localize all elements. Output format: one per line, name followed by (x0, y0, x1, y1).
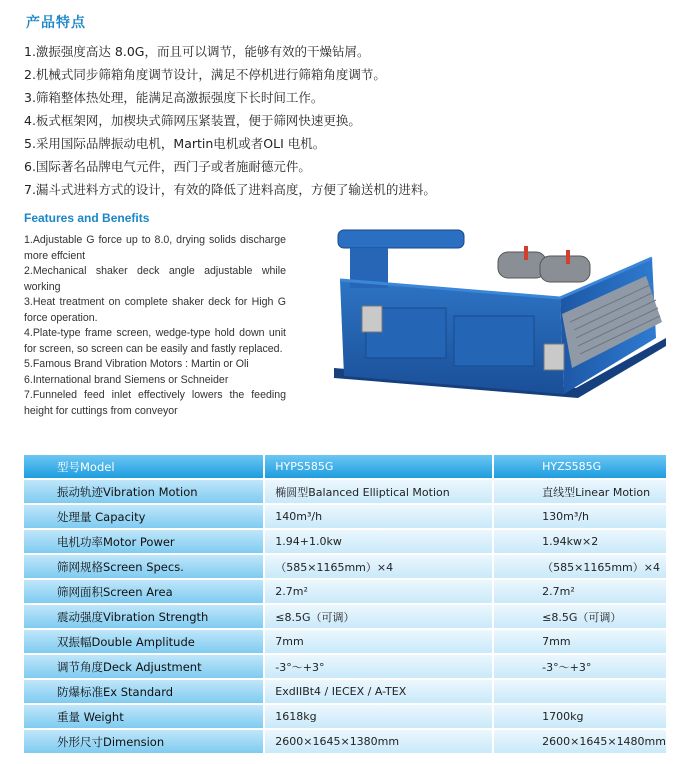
table-cell (494, 680, 666, 705)
table-cell: 2.7m² (265, 580, 494, 605)
table-row (24, 730, 666, 755)
chinese-features-list (24, 40, 436, 201)
chinese-features-title: 产品特点 (26, 15, 86, 31)
table-row (24, 580, 666, 605)
table-cell: 2.7m² (494, 580, 666, 605)
table-cell-label: 处理量 Capacity (24, 505, 265, 530)
table-header-cell: 型号Model (24, 455, 265, 480)
table-cell-label: 防爆标准Ex Standard (24, 680, 265, 705)
table-cell-label: 调节角度Deck Adjustment (24, 655, 265, 680)
table-header-cell: HYPS585G (265, 455, 494, 480)
table-cell: -3°～+3° (494, 655, 666, 680)
table-cell: （585×1165mm）×4 (494, 555, 666, 580)
table-cell-label: 筛网面积Screen Area (24, 580, 265, 605)
table-row (24, 630, 666, 655)
feed-pipe (338, 230, 464, 248)
table-header-cell: HYZS585G (494, 455, 666, 480)
table-cell-label: 重量 Weight (24, 705, 265, 730)
table-row (24, 680, 666, 705)
cn-feature-item: 6.国际著名品牌电气元件，西门子或者施耐德元件。 (24, 159, 311, 174)
specification-table (24, 455, 666, 755)
table-cell: ExdIIBt4 / IECEX / A-TEX (265, 680, 494, 705)
table-row (24, 605, 666, 630)
cn-feature-item: 3.筛箱整体热处理，能满足高激振强度下长时间工作。 (24, 90, 324, 105)
table-cell: 2600×1645×1480mm (494, 730, 666, 755)
table-cell-label: 震动强度Vibration Strength (24, 605, 265, 630)
cn-feature-item: 5.采用国际品牌振动电机，Martin电机或者OLI 电机。 (24, 136, 326, 151)
table-cell: 椭圆型Balanced Elliptical Motion (265, 480, 494, 505)
en-feature-item: 5.Famous Brand Vibration Motors : Martin or Oli (24, 358, 249, 370)
table-cell: 1618kg (265, 705, 494, 730)
front-panel (454, 316, 534, 366)
shale-shaker-image (326, 218, 671, 446)
table-row (24, 505, 666, 530)
table-row (24, 480, 666, 505)
spring-right (544, 344, 564, 370)
en-feature-item: 4.Plate-type frame screen, wedge-type hold down unit for screen, so screen can be easily and fastly replaced. (24, 327, 286, 355)
cn-feature-item: 2.机械式同步筛箱角度调节设计，满足不停机进行筛箱角度调节。 (24, 67, 386, 82)
table-row (24, 655, 666, 680)
vibration-motors (498, 246, 590, 282)
table-cell: 1700kg (494, 705, 666, 730)
table-row (24, 555, 666, 580)
en-feature-item: 6.International brand Siemens or Schneider (24, 373, 229, 386)
cn-feature-item: 1.激振强度高达 8.0G，而且可以调节，能够有效的干燥钻屑。 (24, 44, 370, 59)
table-header-row (24, 455, 666, 480)
table-cell: （585×1165mm）×4 (265, 555, 494, 580)
table-row (24, 705, 666, 730)
en-feature-item: 2.Mechanical shaker deck angle adjustable while working (24, 265, 286, 293)
table-cell-label: 电机功率Motor Power (24, 530, 265, 555)
table-cell: 直线型Linear Motion (494, 480, 666, 505)
table-cell: 2600×1645×1380mm (265, 730, 494, 755)
table-cell-label: 振动轨迹Vibration Motion (24, 480, 265, 505)
cn-feature-item: 7.漏斗式进料方式的设计，有效的降低了进料高度，方便了输送机的进料。 (24, 182, 436, 197)
spring-left (362, 306, 382, 332)
table-cell-label: 筛网规格Screen Specs. (24, 555, 265, 580)
cn-feature-item: 4.板式框架网，加楔块式筛网压紧装置，便于筛网快速更换。 (24, 113, 361, 128)
table-row (24, 530, 666, 555)
table-cell: -3°～+3° (265, 655, 494, 680)
table-cell-label: 双振幅Double Amplitude (24, 630, 265, 655)
english-features-title: Features and Benefits (24, 211, 150, 225)
table-cell: 1.94kw×2 (494, 530, 666, 555)
en-feature-item: 1.Adjustable G force up to 8.0, drying solids discharge more effcient (24, 234, 286, 262)
en-feature-item: 3.Heat treatment on complete shaker deck for High G force operation. (24, 296, 286, 324)
table-cell: 7mm (265, 630, 494, 655)
table-cell: 7mm (494, 630, 666, 655)
table-cell: 130m³/h (494, 505, 666, 530)
en-feature-item: 7.Funneled feed inlet effectively lowers the feeding height for cuttings from conveyor (24, 389, 286, 417)
table-cell: ≤8.5G（可调） (265, 605, 494, 630)
table-cell-label: 外形尺寸Dimension (24, 730, 265, 755)
table-cell: 1.94+1.0kw (265, 530, 494, 555)
english-features-list (24, 233, 286, 419)
table-cell: ≤8.5G（可调） (494, 605, 666, 630)
table-cell: 140m³/h (265, 505, 494, 530)
